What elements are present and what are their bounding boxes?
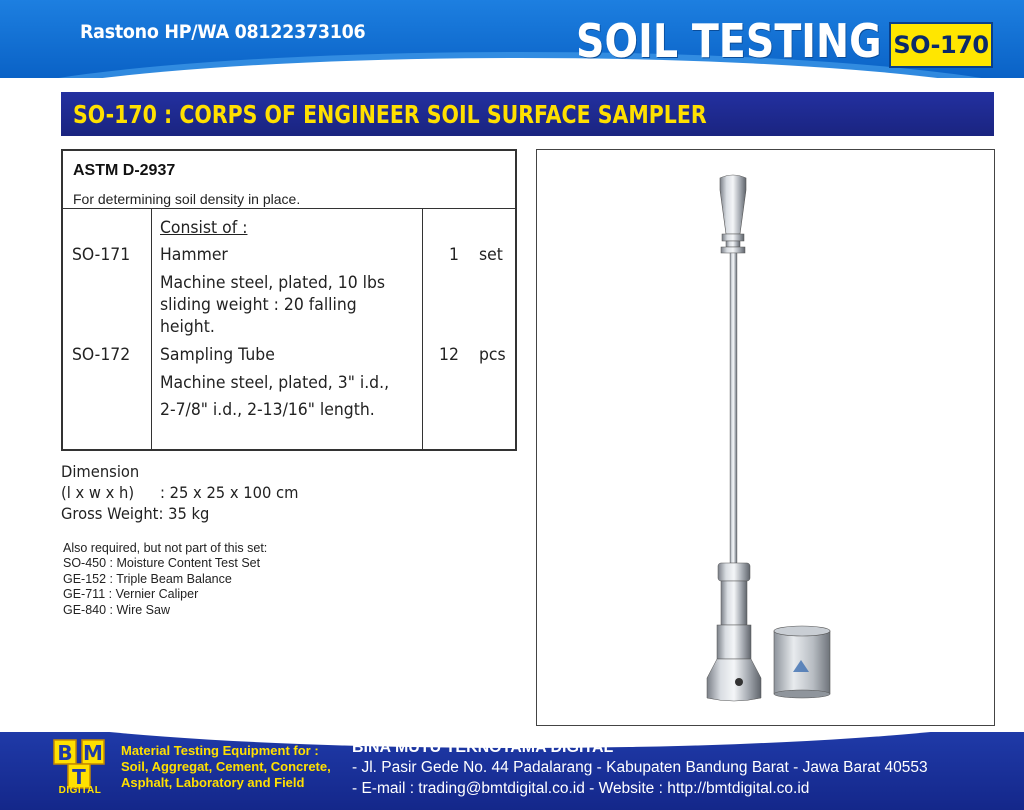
tagline-line: Material Testing Equipment for :: [121, 743, 319, 758]
also-required-item: SO-450 : Moisture Content Test Set: [63, 556, 261, 571]
dimension-lwh-label: (l x w x h): [61, 483, 135, 502]
also-required-heading: Also required, but not part of this set:: [63, 541, 268, 555]
also-required-item: GE-711 : Vernier Caliper: [63, 587, 199, 602]
table-column-divider: [422, 208, 423, 449]
item-qty: 12: [439, 345, 459, 365]
footer-tagline: [121, 743, 331, 791]
item-code: SO-172: [72, 345, 131, 365]
item-desc-line: Machine steel, plated, 3" i.d.,: [160, 373, 390, 393]
item-unit: set: [479, 245, 503, 265]
item-desc-line: 2-7/8" i.d., 2-13/16" length.: [160, 400, 375, 420]
table-column-divider: [151, 208, 152, 449]
sampler-base: [707, 659, 761, 701]
logo-wordmark: DIGITAL: [58, 785, 102, 796]
item-name: Hammer: [160, 245, 228, 265]
gross-weight: Gross Weight: 35 kg: [61, 504, 210, 523]
product-code-badge: SO-170: [889, 22, 993, 68]
purpose-text: For determining soil density in place.: [73, 191, 301, 207]
category-title: SOIL TESTING: [576, 14, 882, 68]
product-title: SO-170 : CORPS OF ENGINEER SOIL SURFACE SAMPLER: [73, 99, 707, 129]
item-qty: 1: [449, 245, 459, 265]
drive-head: [717, 625, 751, 659]
product-photo-frame: [536, 149, 995, 726]
item-name: Sampling Tube: [160, 345, 275, 365]
item-desc-line: Machine steel, plated, 10 lbs: [160, 273, 386, 293]
dimension-value: : 25 x 25 x 100 cm: [160, 483, 299, 502]
spec-table: [61, 149, 517, 451]
handle-collar: [726, 241, 740, 247]
sliding-weight: [718, 563, 750, 581]
handle-collar: [722, 234, 744, 241]
astm-standard: ASTM D-2937: [73, 162, 176, 179]
sales-contact: Rastono HP/WA 08122373106: [80, 21, 366, 43]
logo-letter: T: [72, 765, 86, 789]
dimension-label: Dimension: [61, 462, 140, 481]
company-name: BINA MUTU TEKNOTAMA DIGITAL: [352, 739, 614, 756]
logo-letter: M: [83, 741, 103, 765]
company-contact: - E-mail : trading@bmtdigital.co.id - Website : http://bmtdigital.co.id: [352, 780, 810, 797]
sliding-weight-body: [721, 581, 747, 625]
item-code: SO-171: [72, 245, 131, 265]
sampling-tube-rim: [774, 626, 830, 636]
company-address: - Jl. Pasir Gede No. 44 Padalarang - Kabupaten Bandung Barat - Jawa Barat 40553: [352, 759, 928, 776]
handle-collar: [721, 247, 745, 253]
also-required-list: [63, 541, 267, 618]
guide-rod: [730, 253, 737, 563]
consist-of-label: Consist of :: [160, 218, 248, 238]
table-divider: [63, 208, 515, 209]
item-desc-line: sliding weight : 20 falling: [160, 295, 357, 315]
hammer-handle: [720, 175, 746, 234]
also-required-item: GE-840 : Wire Saw: [63, 602, 170, 617]
base-hole: [735, 678, 743, 686]
item-unit: pcs: [479, 345, 506, 365]
sampling-tube-bottom: [774, 690, 830, 698]
tagline-line: Soil, Aggregat, Cement, Concrete,: [121, 759, 331, 774]
item-desc-line: height.: [160, 317, 215, 337]
soil-sampler-illustration: [537, 150, 993, 724]
tagline-line: Asphalt, Laboratory and Field: [121, 775, 305, 790]
product-title-banner: [61, 92, 994, 136]
logo-letter: B: [57, 741, 73, 765]
also-required-item: GE-152 : Triple Beam Balance: [63, 571, 232, 586]
